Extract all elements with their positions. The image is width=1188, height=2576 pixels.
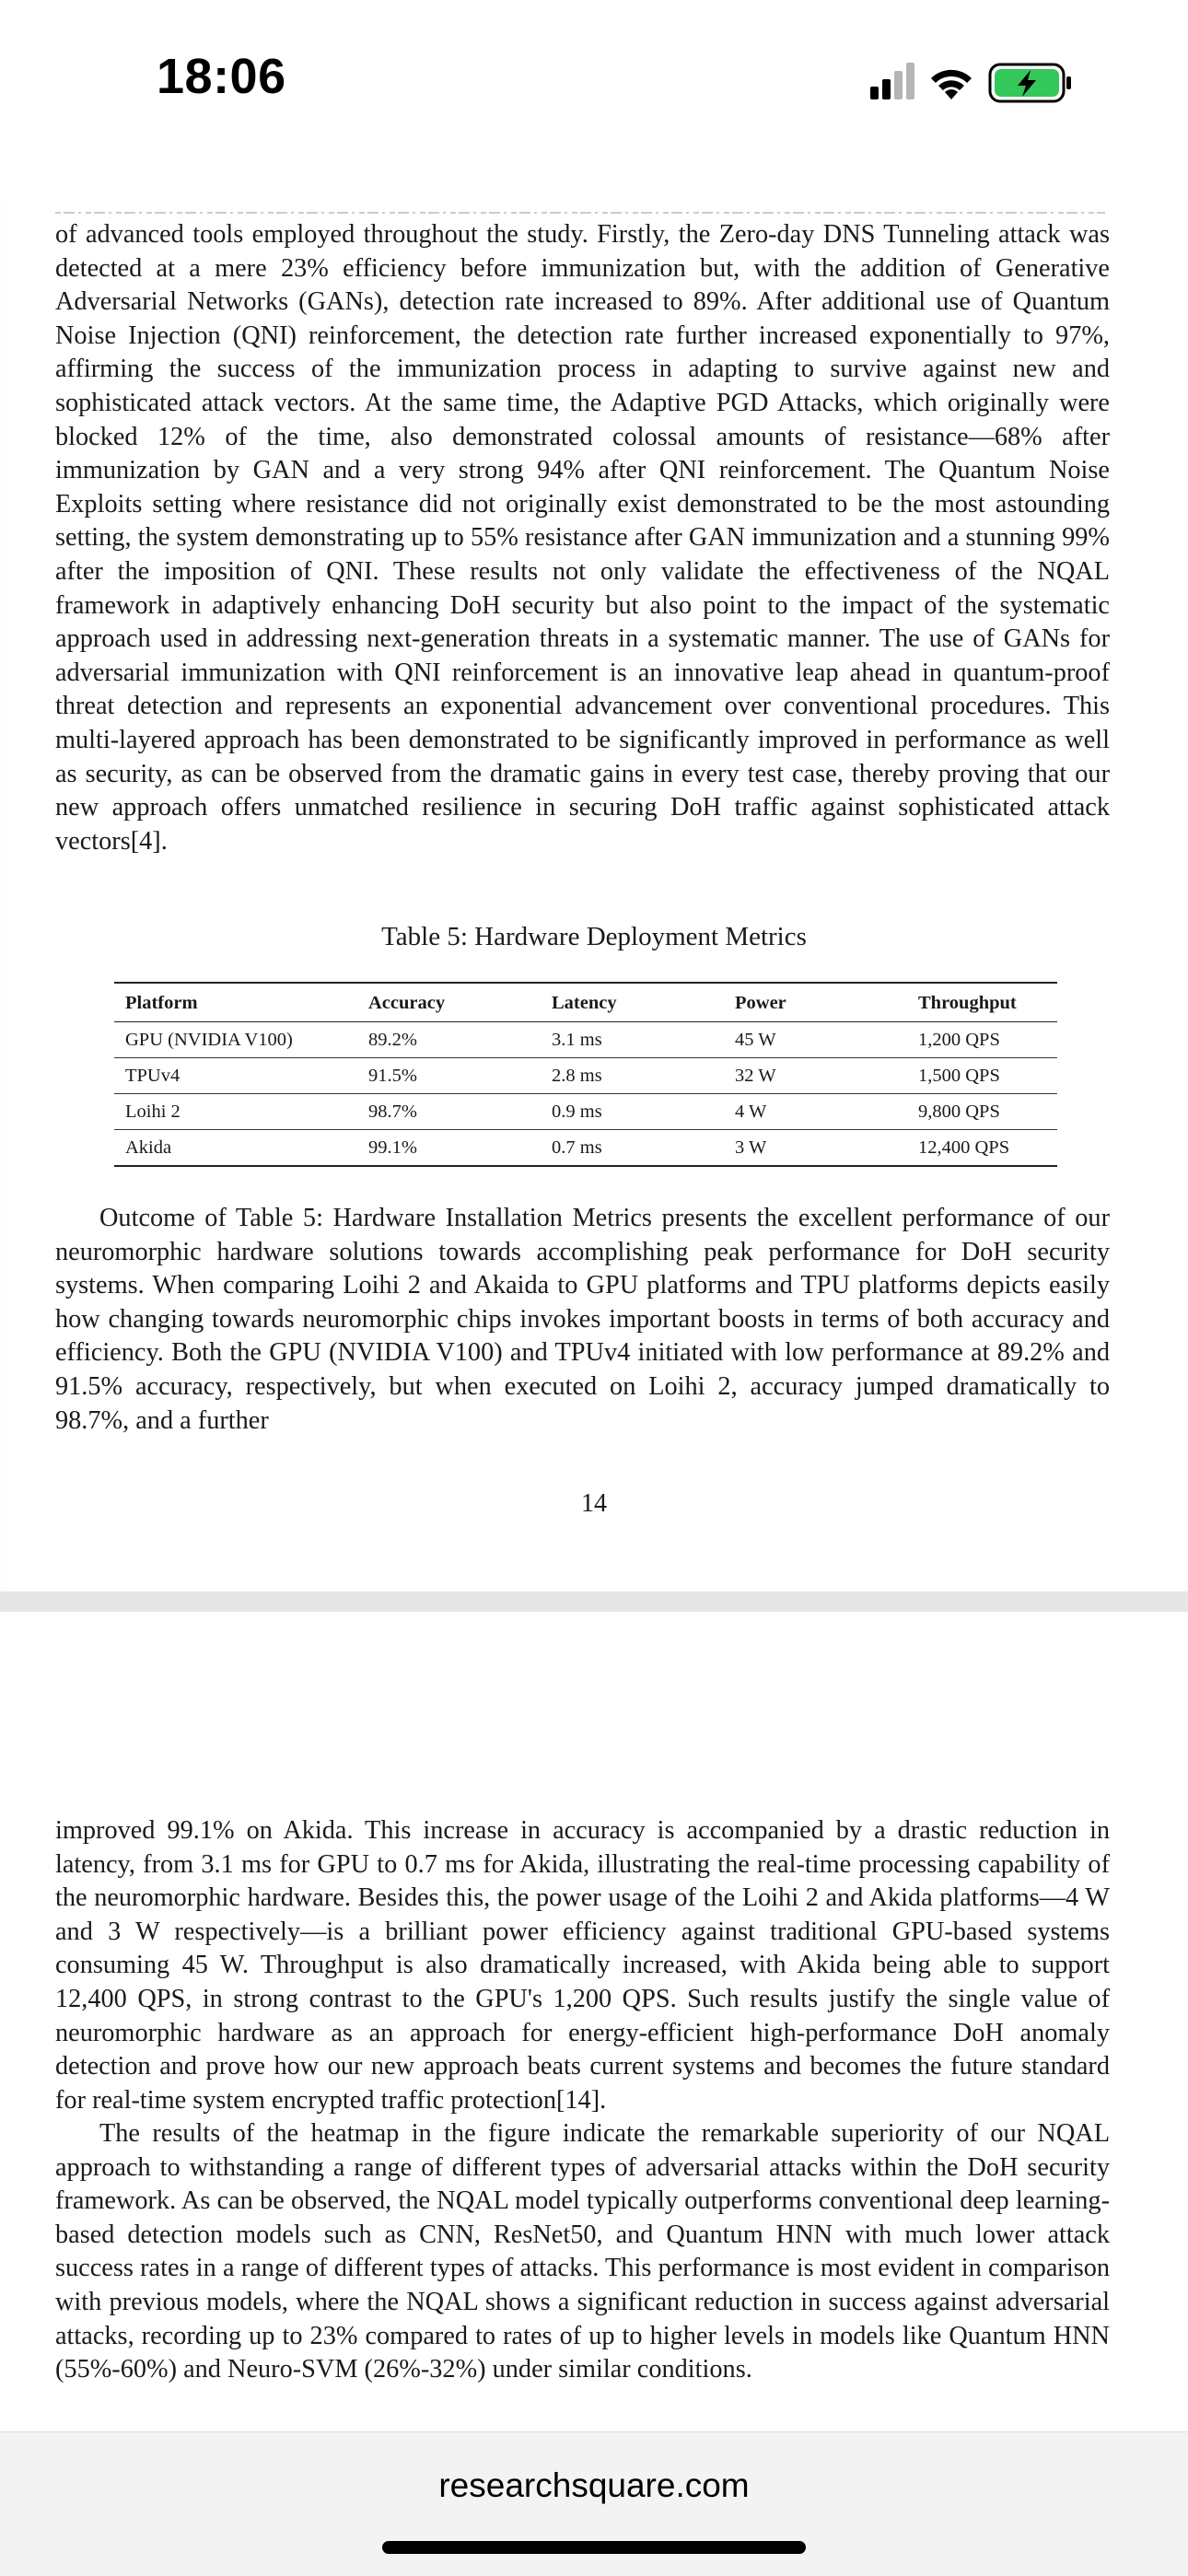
wifi-icon	[931, 70, 972, 99]
table-cell: 9,800 QPS	[907, 1094, 1057, 1130]
column-header: Platform	[114, 983, 357, 1022]
body-paragraph: improved 99.1% on Akida. This increase in accuracy is accompanied by a drastic reduction in latency, from 3.1 ms for GPU to 0.7 ms for Akida, illustrating the real-time processing capability of the neuromorphic hardware. Besides this, the power usage of the Loihi 2 and Akida platforms—4 W and 3 W respectively—is a brilliant power efficiency against traditional GPU-based systems consuming 45 W. Throughput is also dramatically increased, with Akida being able to support 12,400 QPS, in strong contrast to the GPU's 1,200 QPS. Such results justify the single value of neuromorphic hardware as an approach for energy-efficient high-performance DoH anomaly detection and prove how our new approach beats current systems and becomes the future standard for real-time system encrypted traffic protection[14].	[55, 1816, 1110, 2115]
column-header: Power	[724, 983, 907, 1022]
page-separator	[0, 1591, 1188, 1612]
column-header: Throughput	[907, 983, 1057, 1022]
table-cell: 98.7%	[357, 1094, 541, 1130]
table-header-row	[114, 983, 1057, 1022]
body-paragraph: of advanced tools employed throughout the study. Firstly, the Zero-day DNS Tunneling attack was detected at a mere 23% efficiency before immunization but, with the addition of Generative Adversarial Networks (GANs), detection rate increased to 89%. After additional use of Quantum Noise Injection (QNI) reinforcement, the detection rate further increased exponentially to 97%, affirming the success of the immunization process in adapting to survive against new and sophisticated attack vectors. At the same time, the Adaptive PGD Attacks, which originally were blocked 12% of the time, also demonstrated colossal amounts of resistance—68% after immunization by GAN and a very strong 94% after QNI reinforcement. The Quantum Noise Exploits setting where resistance did not originally exist demonstrated to be the most astounding setting, the system demonstrating up to 55% resistance after GAN immunization and a stunning 99% after the imposition of QNI. These results not only validate the effectiveness of the NQAL framework in adaptively enhancing DoH security but also point to the impact of the systematic approach used in addressing next-generation threats in a systematic manner. The use of GANs for adversarial immunization with QNI reinforcement is an innovative leap ahead in quantum-proof threat detection and represents an exponential advancement over conventional procedures. This multi-layered approach has been demonstrated to be significantly improved in performance as well as security, as can be observed from the dramatic gains in every test case, thereby proving that our new approach offers unmatched resilience in securing DoH traffic against sophisticated attack vectors[4].	[55, 220, 1110, 856]
table-cell: TPUv4	[114, 1058, 357, 1094]
column-header: Latency	[541, 983, 724, 1022]
hardware-metrics-table	[114, 982, 1057, 1167]
battery-charging-icon	[990, 64, 1071, 101]
body-paragraph: The results of the heatmap in the figure indicate the remarkable superiority of our NQAL approach to withstanding a range of different types of adversarial attacks within the DoH security framework. As can be observed, the NQAL model typically outperforms conventional deep learning-based detection models such as CNN, ResNet50, and Quantum HNN with much lower attack success rates in a range of different types of attacks. This performance is most evident in comparison with previous models, where the NQAL shows a significant reduction in success against adversarial attacks, recording up to 23% compared to rates of up to higher levels in models like Quantum HNN (55%-60%) and Neuro-SVM (26%-32%) under similar conditions.	[55, 2119, 1110, 2384]
table-cell: 1,500 QPS	[907, 1058, 1057, 1094]
table-cell: 89.2%	[357, 1022, 541, 1058]
status-bar	[0, 0, 1188, 166]
table-cell: Akida	[114, 1130, 357, 1167]
table-cell: 3 W	[724, 1130, 907, 1167]
page-number: 14	[581, 1489, 607, 1518]
table-cell: 0.7 ms	[541, 1130, 724, 1167]
cut-off-text-line	[55, 201, 1105, 214]
table-cell: 0.9 ms	[541, 1094, 724, 1130]
url-label[interactable]: researchsquare.com	[438, 2466, 750, 2504]
table-cell: 4 W	[724, 1094, 907, 1130]
table-cell: 12,400 QPS	[907, 1130, 1057, 1167]
cellular-signal-icon	[870, 63, 914, 99]
table-row	[114, 1130, 1057, 1167]
table-row	[114, 1058, 1057, 1094]
home-indicator[interactable]	[382, 2541, 806, 2554]
table-cell: Loihi 2	[114, 1094, 357, 1130]
body-paragraph: Outcome of Table 5: Hardware Installation Metrics presents the excellent performance of our neuromorphic hardware solutions towards accomplishing peak performance for DoH security systems. When comparing Loihi 2 and Akaida to GPU platforms and TPU platforms depicts easily how changing towards neuromorphic chips invokes important boosts in terms of both accuracy and efficiency. Both the GPU (NVIDIA V100) and TPUv4 initiated with low performance at 89.2% and 91.5% accuracy, respectively, but when executed on Loihi 2, accuracy jumped dramatically to 98.7%, and a further	[55, 1204, 1110, 1435]
table-cell: GPU (NVIDIA V100)	[114, 1022, 357, 1058]
status-time: 18:06	[157, 49, 286, 104]
table-cell: 99.1%	[357, 1130, 541, 1167]
table-cell: 32 W	[724, 1058, 907, 1094]
table-row	[114, 1022, 1057, 1058]
status-icons	[870, 59, 1082, 105]
table-cell: 2.8 ms	[541, 1058, 724, 1094]
table-cell: 91.5%	[357, 1058, 541, 1094]
table-caption: Table 5: Hardware Deployment Metrics	[381, 922, 807, 951]
table-cell: 1,200 QPS	[907, 1022, 1057, 1058]
table-row	[114, 1094, 1057, 1130]
column-header: Accuracy	[357, 983, 541, 1022]
table-cell: 3.1 ms	[541, 1022, 724, 1058]
table-cell: 45 W	[724, 1022, 907, 1058]
